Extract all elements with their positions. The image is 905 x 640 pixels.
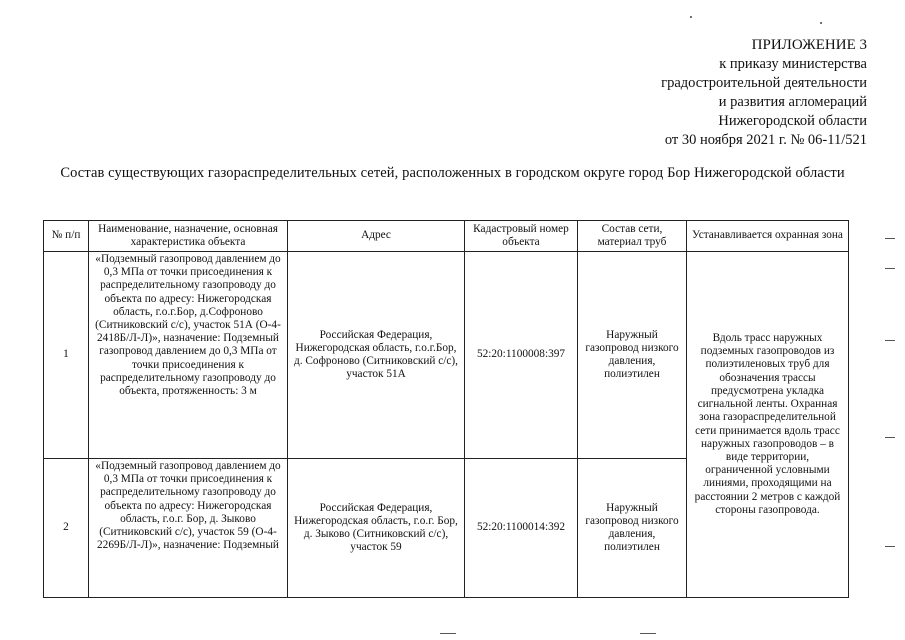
table-row — [44, 252, 849, 459]
column-header-protection-zone: Устанавливается охранная зона — [687, 221, 849, 252]
gas-network-table — [43, 220, 849, 598]
network-composition: Наружный газопровод низкого давления, полиэтилен — [578, 459, 687, 598]
object-description-cell — [89, 459, 288, 598]
header-line: и развития агломераций — [718, 94, 867, 110]
scan-speck — [820, 22, 822, 24]
scan-mark — [885, 340, 895, 341]
appendix-title: ПРИЛОЖЕНИЕ 3 — [751, 37, 867, 53]
header-line: градостроительной деятельности — [661, 75, 867, 91]
object-description: «Подземный газопровод давлением до 0,3 МПа от точки присоединения к распределительному газопроводу до объекта по адресу: Нижегородская область, г.о.г. Бор, д. Зыково (Ситниковский с/с), участок 59 (О-4-2269Б/Л-Л)», назначение: Подземный — [95, 460, 281, 552]
cadastral-number: 52:20:1100008:397 — [465, 252, 578, 459]
scan-mark — [640, 633, 656, 634]
scan-mark — [885, 546, 895, 547]
scan-mark — [885, 238, 895, 239]
order-date-line: от 30 ноября 2021 г. № 06-11/521 — [664, 132, 867, 148]
column-header-name: Наименование, назначение, основная характеристика объекта — [89, 221, 288, 252]
protection-zone: Вдоль трасс наружных подземных газопроводов из полиэтиленовых труб для обозначения трассы предусмотрена укладка сигнальной ленты. Охранная зона газораспределительной сети принимается вдоль трасс наружных газопроводов – в виде территории, ограниченной условными линиями, проходящими на расстоянии 2 метров с каждой стороны газопровода. — [687, 252, 849, 598]
header-line: Нижегородской области — [718, 113, 867, 129]
document-title: Состав существующих газораспределительных сетей, расположенных в городском округе город Бор Нижегородской области — [60, 165, 845, 181]
object-address: Российская Федерация, Нижегородская область, г.о.г. Бор, д. Зыково (Ситниковский с/с), участок 59 — [288, 459, 465, 598]
column-header-num: № п/п — [44, 221, 89, 252]
row-number: 1 — [44, 252, 89, 459]
object-description-cell — [89, 252, 288, 459]
document-header — [661, 36, 867, 150]
scan-mark — [885, 437, 895, 438]
cadastral-number: 52:20:1100014:392 — [465, 459, 578, 598]
column-header-cadastral: Кадастровый номер объекта — [465, 221, 578, 252]
object-description: «Подземный газопровод давлением до 0,3 МПа от точки присоединения к распределительному газопроводу до объекта по адресу: Нижегородская область, г.о.г.Бор, д.Софроново (Ситниковский с/с), участок 51А (О-4-2418Б/Л-Л)», назначение: Подземный газопровод давлением до 0,3 МПа от точки присоединения к распределительному газопроводу до объекта, протяженность: 3 м — [95, 253, 281, 398]
network-composition: Наружный газопровод низкого давления, полиэтилен — [578, 252, 687, 459]
row-number: 2 — [44, 459, 89, 598]
scan-mark — [885, 268, 895, 269]
object-address: Российская Федерация, Нижегородская область, г.о.г.Бор, д. Софроново (Ситниковский с/с), участок 51А — [288, 252, 465, 459]
scan-mark — [440, 633, 456, 634]
column-header-address: Адрес — [288, 221, 465, 252]
table-header-row — [44, 221, 849, 252]
header-line: к приказу министерства — [719, 56, 867, 72]
column-header-network: Состав сети, материал труб — [578, 221, 687, 252]
scan-speck — [690, 16, 692, 18]
